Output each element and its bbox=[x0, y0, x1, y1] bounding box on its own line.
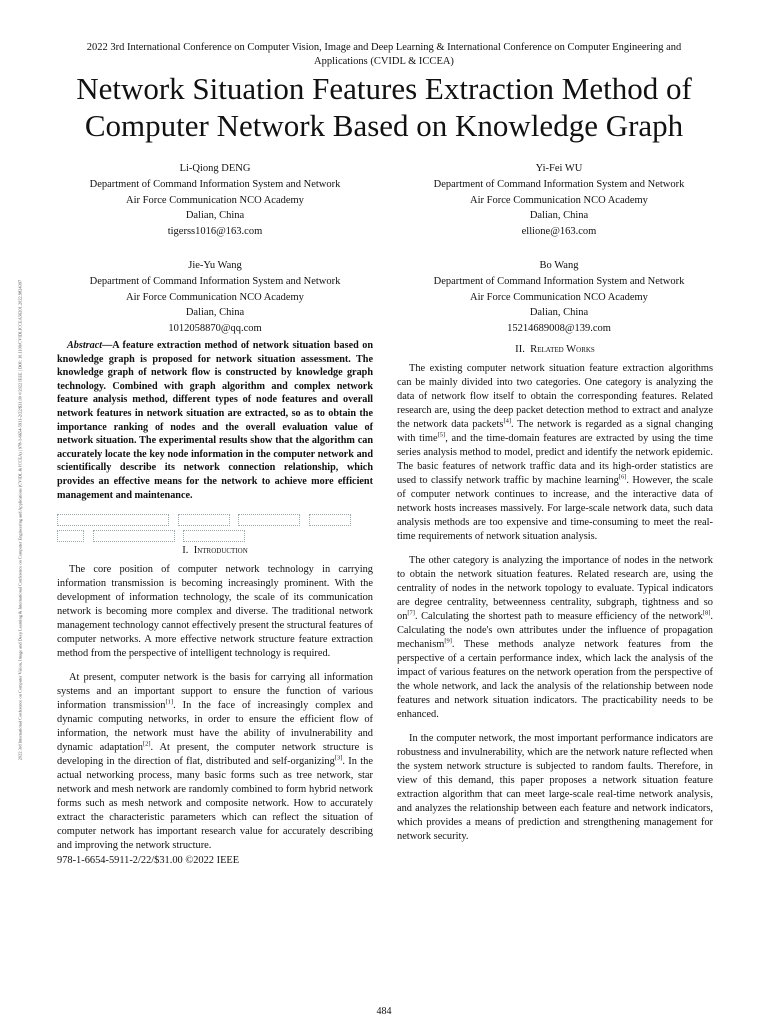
doi-sidebar: 2022 3rd International Conference on Computer Vision, Image and Deep Learning & International Conference on Computer Engineering and Applications (CVIDL & ICCEA) | 978-1-6654-5911-2/22/$31.00 ©2022 IEEE | DOI: 10.1109/CVIDLICCEA56201.2022.9824397 bbox=[17, 279, 23, 761]
redacted-keyword bbox=[238, 514, 300, 526]
redacted-keyword bbox=[183, 530, 245, 542]
author-block-2 bbox=[394, 161, 724, 240]
author-city: Dalian, China bbox=[529, 307, 589, 319]
copyright-line: 978-1-6654-5911-2/22/$31.00 ©2022 IEEE bbox=[57, 855, 240, 867]
author-block-1 bbox=[50, 161, 380, 240]
right-column bbox=[397, 343, 713, 844]
citation[interactable]: [8] bbox=[702, 609, 711, 617]
paper-title: Network Situation Features Extraction Method of Computer Network Based on Knowledge Graph bbox=[76, 71, 692, 143]
redacted-keyword bbox=[178, 514, 230, 526]
author-email[interactable]: tigerss1016@163.com bbox=[167, 226, 263, 238]
conference-header: 2022 3rd International Conference on Computer Vision, Image and Deep Learning & International Conference on Computer Engineering and Applications (CVIDL & ICCEA) bbox=[86, 42, 682, 67]
citation[interactable]: [4] bbox=[503, 417, 512, 425]
author-email[interactable]: 15214689008@139.com bbox=[507, 323, 611, 335]
redacted-keyword bbox=[93, 530, 175, 542]
author-email[interactable]: ellione@163.com bbox=[521, 226, 597, 238]
citation[interactable]: [6] bbox=[618, 473, 627, 481]
author-name: Yi-Fei WU bbox=[535, 163, 583, 174]
paragraph: In the computer network, the most important performance indicators are robustness and invulnerability, which are the network nature reflected when the system network structure is subjected to random faults. Therefore, in view of this demand, this paper proposes a network situation feature extraction algorithm that can meet large-scale real-time network analysis, and analyzes the relationship between each feature and network indicators, which provides a means of prediction and strengthening management for network security. bbox=[397, 733, 713, 842]
paragraph: The existing computer network situation feature extraction algorithms can be mainly divided into two categories. One category is analyzing the data of network flow itself to obtain the corresponding features. Related research are, using the deep packet detection method to extract and analyze the network data packets[4]. The network is regarded as a signal changing with time[5], and the time-domain features are extracted by using the time series analysis method to model, predict and identify the network epidemic. The basic features of network traffic data and its high-order statistics are used to classify network traffic by machine learning[6]. However, the scale of computer network continues to increase, and the interactive data of network hosts increases massively. For large-scale network data, such data analysis methods are too expensive and time-consuming to meet the real-time requirements of network situation analysis. bbox=[397, 363, 714, 542]
redacted-keyword bbox=[57, 530, 84, 542]
author-block-4 bbox=[394, 258, 724, 337]
citation[interactable]: [3] bbox=[334, 754, 343, 762]
citation[interactable]: [1] bbox=[165, 698, 174, 706]
author-department: Department of Command Information System and Network bbox=[433, 178, 685, 190]
citation[interactable]: [7] bbox=[407, 609, 415, 617]
section-heading-related-works: II. Related Works bbox=[515, 344, 595, 355]
author-name: Bo Wang bbox=[539, 260, 579, 271]
abstract-text: A feature extraction method of network situation based on knowledge graph is proposed for network situation assessment. The knowledge graph of network flow is constructed by knowledge graph technology. Combined with graph algorithm and complex network feature analysis method, different types of node features and overall network features in network situation are extracted, so as to obtain the importance ranking of nodes and the overall evaluation value of network situation. The experimental results show that the algorithm can accurately locate the key node information in the computer network and scientifically describe its network connection relationship, which provides an effective means for the network to achieve more efficient management and maintenance. bbox=[57, 340, 373, 501]
citation[interactable]: [9] bbox=[444, 637, 452, 645]
left-column bbox=[57, 339, 373, 868]
keywords-redacted bbox=[57, 512, 373, 540]
author-city: Dalian, China bbox=[529, 210, 589, 222]
author-city: Dalian, China bbox=[185, 307, 245, 319]
paragraph: The other category is analyzing the importance of nodes in the network to obtain the network situation features. Related research are, using the centrality of nodes in the network topology to evaluate. Typical indicators are degree centrality, betweenness centrality, subgraph, tightness and so on[7]. Calculating the shortest path to measure efficiency of the network[8]. Calculating the node's own attributes under the influence of propagation mechanism[9]. These methods analyze network features from the perspective of a certain performance index, which lack the analysis of the impact of various features on the network operation from the perspective of the whole network, and lack the analysis of the relationship between node features and network situation indicators. The practicability needs to be enhanced. bbox=[397, 555, 713, 720]
author-name: Jie-Yu Wang bbox=[188, 260, 242, 271]
author-department: Department of Command Information System and Network bbox=[433, 275, 685, 287]
redacted-keyword bbox=[57, 514, 169, 526]
author-city: Dalian, China bbox=[185, 210, 245, 222]
author-organization: Air Force Communication NCO Academy bbox=[470, 194, 648, 206]
citation[interactable]: [2] bbox=[142, 740, 151, 748]
paragraph: At present, computer network is the basis for carrying all information systems and an important support to ensure the function of various information transmission[1]. In the face of increasingly complex and dynamic computing networks, in order to ensure the efficient flow of information, the network must have the ability of invulnerability and dynamic adaptation[2]. At present, the computer network structure is developing in the direction of flat, distributed and self-organizing[3]. In the actual networking process, many basic forms such as tree network, star network and mesh network are randomly combined to form hybrid network forms such as mesh network and composite network. How to accurately extract the characteristic parameters which can reflect the situation of computer network has important research value for accurately describing and improving the network structure. bbox=[57, 672, 374, 852]
author-name: Li-Qiong DENG bbox=[179, 163, 251, 174]
author-department: Department of Command Information System and Network bbox=[89, 178, 341, 190]
author-department: Department of Command Information System and Network bbox=[89, 275, 341, 287]
abstract-label: Abstract bbox=[67, 340, 103, 351]
page-number: 484 bbox=[376, 1006, 392, 1017]
section-heading-introduction: I. Introduction bbox=[182, 545, 248, 557]
redacted-keyword bbox=[309, 514, 351, 526]
author-block-3 bbox=[50, 258, 380, 337]
abstract: Abstract—A feature extraction method of network situation based on knowledge graph is proposed for network situation assessment. The knowledge graph of network flow is constructed by knowledge graph technology. Combined with graph algorithm and complex network feature analysis method, different types of node features and overall network features in network situation are extracted, so as to obtain the importance ranking of nodes and the overall evaluation value of network situation. The experimental results show that the algorithm can accurately locate the key node information in the computer network and scientifically describe its network connection relationship, which provides an effective means for the network to achieve more efficient management and maintenance. bbox=[57, 340, 373, 501]
author-organization: Air Force Communication NCO Academy bbox=[126, 194, 304, 206]
author-organization: Air Force Communication NCO Academy bbox=[126, 291, 304, 303]
citation[interactable]: [5] bbox=[437, 431, 446, 439]
author-organization: Air Force Communication NCO Academy bbox=[470, 291, 648, 303]
paragraph: The core position of computer network technology in carrying information transmission is becoming increasingly prominent. With the development of information technology, the scale of its communication network is becoming more complex and diverse. The traditional network management technology cannot effectively present the structural features of computer networks. A more effective network structure feature extraction method from the perspective of intelligent technology is required. bbox=[57, 564, 373, 660]
author-email[interactable]: 1012058870@qq.com bbox=[168, 323, 262, 335]
